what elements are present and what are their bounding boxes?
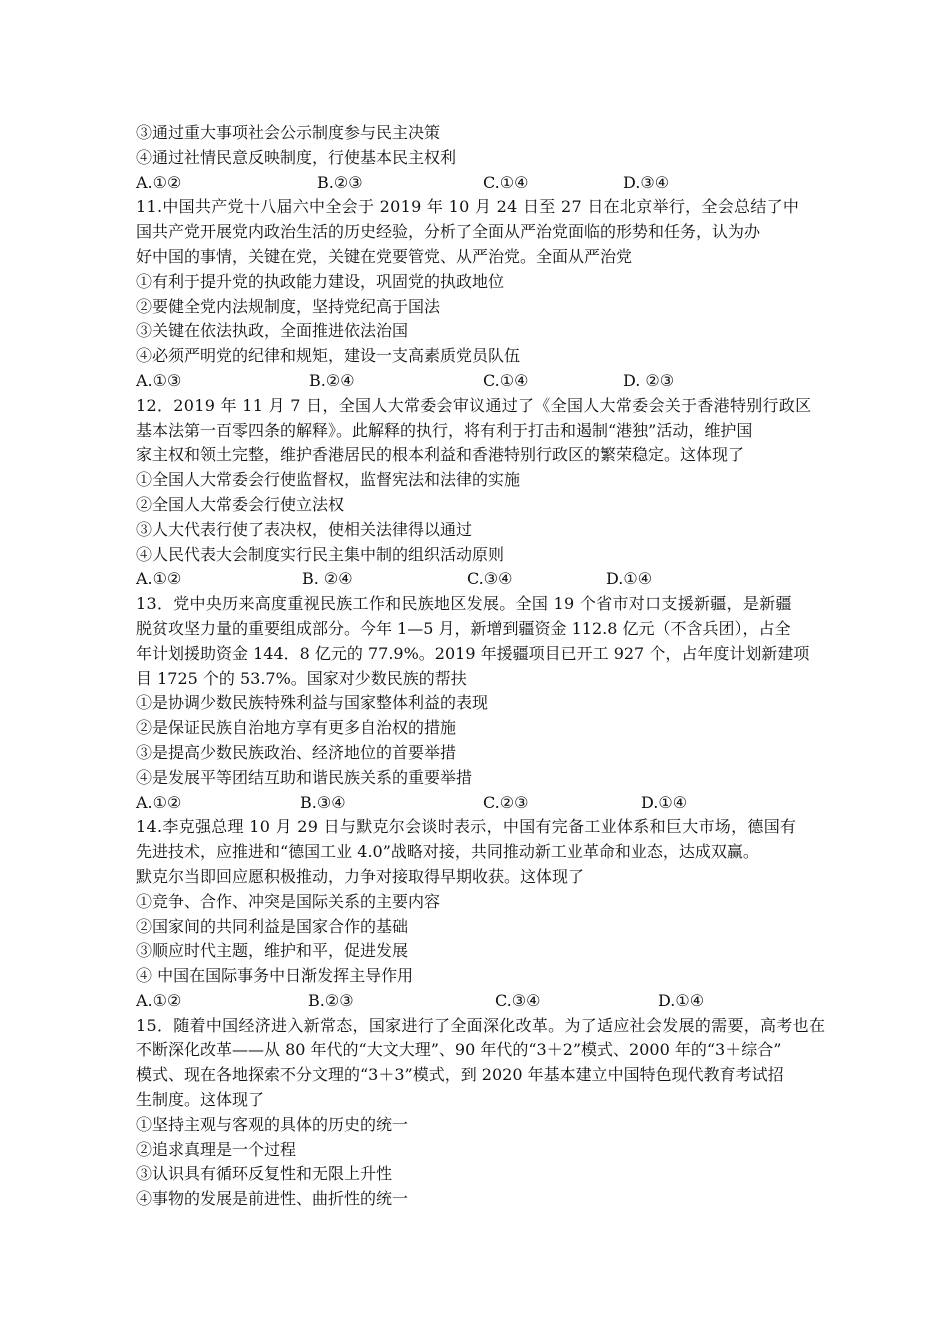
answer-choices [136, 171, 826, 196]
question-stem-line: 11.中国共产党十八届六中全会于 2019 年 10 月 24 日至 27 日在北京举行，全会总结了中 [136, 197, 800, 217]
choice-c: C.①④ [483, 370, 529, 390]
choice-a: A.①② [136, 569, 182, 589]
question-stem-line: 生制度。这体现了 [136, 1090, 265, 1110]
choice-b: B.③④ [300, 792, 346, 812]
choice-d: D.③④ [623, 172, 670, 192]
question-stem-line: 13．党中央历来高度重视民族工作和民族地区发展。全国 19 个省市对口支援新疆，是新疆 [136, 594, 792, 614]
choice-c: C.③④ [495, 990, 541, 1010]
exam-page [136, 121, 826, 1212]
answer-choices [136, 791, 826, 816]
answer-choices [136, 369, 826, 394]
choice-d: D.①④ [658, 990, 705, 1010]
option-4: ④人民代表大会制度实行民主集中制的组织活动原则 [136, 544, 505, 564]
question-stem-line: 年计划援助资金 144．8 亿元的 77.9%。2019 年援疆项目已开工 927 个，占年度计划新建项 [136, 643, 810, 663]
question-stem-line: 12．2019 年 11 月 7 日，全国人大常委会审议通过了《全国人大常委会关于香港特别行政区 [136, 395, 812, 415]
question-stem-line: 家主权和领土完整，维护香港居民的根本利益和香港特别行政区的繁荣稳定。这体现了 [136, 445, 745, 465]
choice-d: D.①④ [606, 569, 653, 589]
question-stem-line: 不断深化改革——从 80 年代的“大文大理”、90 年代的“3＋2”模式、2000 年的“3＋综合” [136, 1040, 782, 1060]
option-4: ④通过社情民意反映制度，行使基本民主权利 [136, 147, 457, 167]
option-2: ②国家间的共同利益是国家合作的基础 [136, 916, 409, 936]
choice-c: C.②③ [483, 792, 529, 812]
answer-choices [136, 989, 826, 1014]
choice-d: D. ②③ [623, 370, 675, 390]
choice-b: B. ②④ [302, 569, 353, 589]
question-stem-line: 好中国的事情，关键在党，关键在党要管党、从严治党。全面从严治党 [136, 246, 633, 266]
question-stem-line: 基本法第一百零四条的解释》。此解释的执行，将有利于打击和遏制“港独”活动，维护国 [136, 420, 753, 440]
choice-a: A.①③ [136, 370, 182, 390]
option-4: ④ 中国在国际事务中日渐发挥主导作用 [136, 966, 414, 986]
question-stem-line: 先进技术，应推进和“德国工业 4.0”战略对接，共同推动新工业革命和业态，达成双赢。 [136, 842, 759, 862]
answer-choices [136, 567, 826, 592]
option-3: ③是提高少数民族政治、经济地位的首要举措 [136, 742, 457, 762]
option-2: ②全国人大常委会行使立法权 [136, 494, 345, 514]
option-3: ③认识具有循环反复性和无限上升性 [136, 1164, 393, 1184]
option-4: ④事物的发展是前进性、曲折性的统一 [136, 1189, 409, 1209]
choice-d: D.①④ [641, 792, 688, 812]
question-13 [136, 592, 826, 815]
question-15 [136, 1014, 826, 1212]
question-stem-line: 脱贫攻坚力量的重要组成部分。今年 1—5 月，新增到疆资金 112.8 亿元（不含兵团），占全 [136, 618, 791, 638]
question-14 [136, 815, 826, 1013]
option-3: ③人大代表行使了表决权，使相关法律得以通过 [136, 519, 473, 539]
question-11 [136, 195, 826, 393]
choice-b: B.②④ [309, 370, 355, 390]
choice-a: A.①② [136, 172, 182, 192]
question-stem-line: 默克尔当即回应愿积极推动，力争对接取得早期收获。这体现了 [136, 866, 585, 886]
option-2: ②追求真理是一个过程 [136, 1139, 297, 1159]
choice-a: A.①② [136, 792, 182, 812]
question-stem-line: 15．随着中国经济进入新常态，国家进行了全面深化改革。为了适应社会发展的需要，高考也在 [136, 1015, 826, 1035]
option-1: ①全国人大常委会行使监督权，监督宪法和法律的实施 [136, 470, 521, 490]
option-4: ④是发展平等团结互助和谐民族关系的重要举措 [136, 767, 473, 787]
option-3: ③顺应时代主题，维护和平，促进发展 [136, 941, 409, 961]
option-3: ③通过重大事项社会公示制度参与民主决策 [136, 123, 441, 142]
choice-c: C.③④ [467, 569, 513, 589]
choice-b: B.②③ [317, 172, 363, 192]
option-1: ①是协调少数民族特殊利益与国家整体利益的表现 [136, 693, 489, 713]
option-2: ②是保证民族自治地方享有更多自治权的措施 [136, 718, 457, 738]
question-10-tail [136, 121, 826, 195]
option-3: ③关键在依法执政，全面推进依法治国 [136, 321, 409, 341]
question-stem-line: 目 1725 个的 53.7%。国家对少数民族的帮扶 [136, 668, 467, 688]
question-stem-line: 国共产党开展党内政治生活的历史经验，分析了全面从严治党面临的形势和任务，认为办 [136, 222, 761, 242]
option-1: ①有利于提升党的执政能力建设，巩固党的执政地位 [136, 271, 505, 291]
question-stem-line: 14.李克强总理 10 月 29 日与默克尔会谈时表示，中国有完备工业体系和巨大市场，德国有 [136, 817, 797, 837]
option-2: ②要健全党内法规制度，坚持党纪高于国法 [136, 296, 441, 316]
choice-b: B.②③ [308, 990, 354, 1010]
option-1: ①竞争、合作、冲突是国际关系的主要内容 [136, 891, 441, 911]
choice-a: A.①② [136, 990, 182, 1010]
question-12 [136, 394, 826, 592]
choice-c: C.①④ [483, 172, 529, 192]
option-4: ④必须严明党的纪律和规矩，建设一支高素质党员队伍 [136, 346, 521, 366]
question-stem-line: 模式、现在各地探索不分文理的“3＋3”模式，到 2020 年基本建立中国特色现代教育考试招 [136, 1065, 784, 1085]
option-1: ①坚持主观与客观的具体的历史的统一 [136, 1114, 409, 1134]
